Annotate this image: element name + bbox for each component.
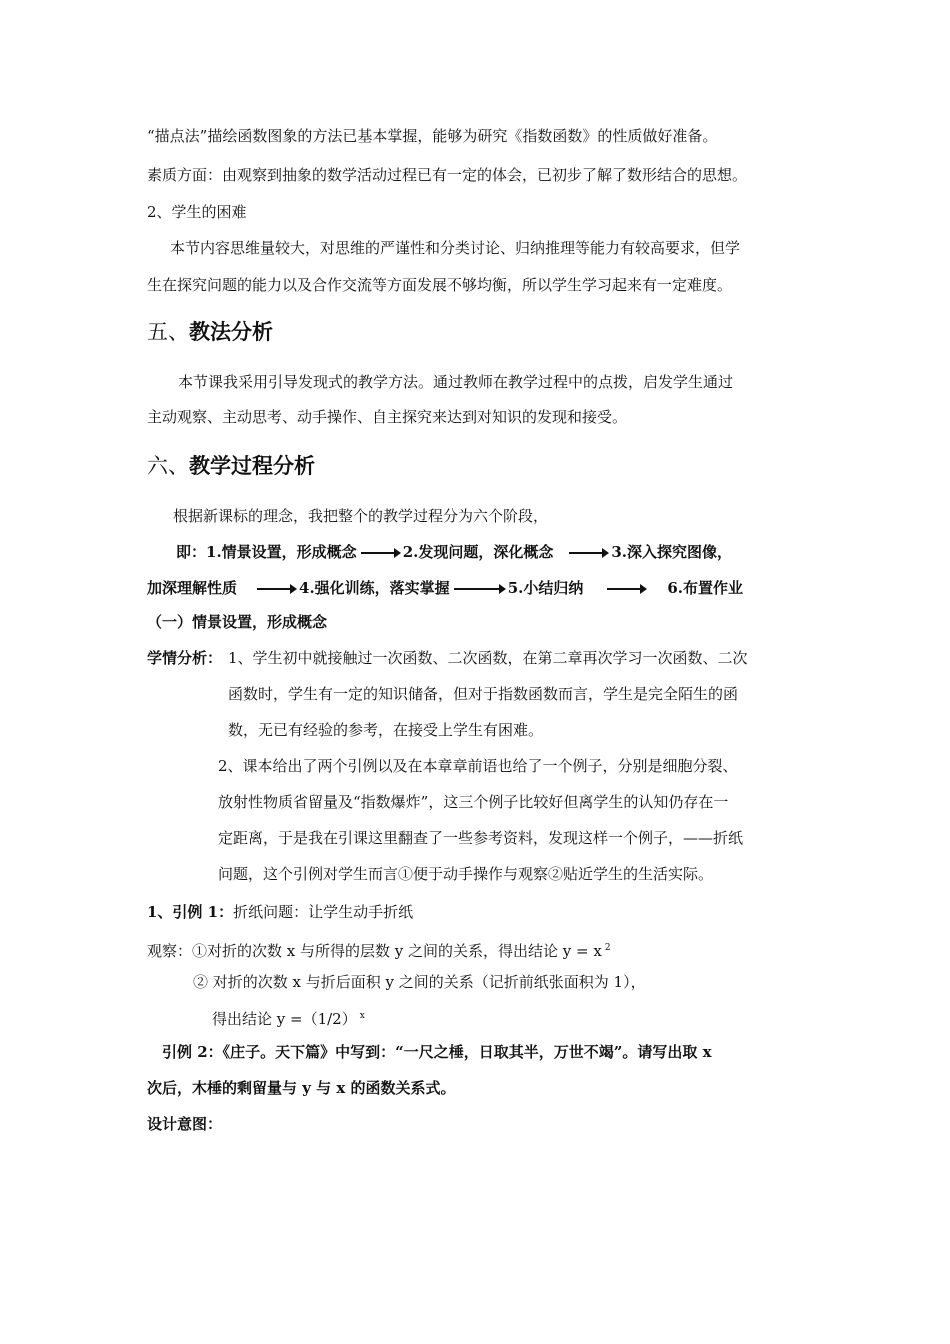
flow-prefix: 即： bbox=[176, 543, 207, 561]
paragraph-line: 问题，这个引例对学生而言①便于动手操作与观察②贴近学生的生活实际。 bbox=[218, 865, 714, 883]
observation-line bbox=[212, 1006, 365, 1029]
design-intent-label: 设计意图： bbox=[147, 1115, 223, 1133]
flow-line bbox=[176, 542, 732, 562]
paragraph-line: 生在探究问题的能力以及合作交流等方面发展不够均衡，所以学生学习起来有一定难度。 bbox=[147, 276, 733, 294]
paragraph-line: 本节课我采用引导发现式的教学方法。通过教师在教学过程中的点拨，启发学生通过 bbox=[178, 373, 734, 391]
paragraph-line: 根据新课标的理念，我把整个的教学过程分为六个阶段， bbox=[173, 507, 549, 525]
arrow-icon bbox=[361, 552, 399, 554]
section-number: 六、 bbox=[147, 454, 189, 478]
arrow-icon bbox=[607, 588, 645, 590]
paragraph-line: 数，无已有经验的参考，在接受上学生有困难。 bbox=[228, 721, 544, 739]
example-line: 次后，木棰的剩留量与 y 与 x 的函数关系式。 bbox=[147, 1079, 456, 1097]
paragraph-line: 定距离，于是我在引课这里翻查了一些参考资料，发现这样一个例子，——折纸 bbox=[218, 829, 744, 847]
paragraph-line: 素质方面：由观察到抽象的数学活动过程已有一定的体会，已初步了解了数形结合的思想。 bbox=[147, 166, 748, 184]
section-heading bbox=[147, 452, 315, 480]
example-line: 引例 2：《庄子。天下篇》中写到：“一尺之棰，日取其半，万世不竭”。请写出取 x bbox=[162, 1043, 712, 1061]
arrow-icon bbox=[454, 588, 504, 590]
paragraph-line: “描点法”描绘函数图象的方法已基本掌握，能够为研究《指数函数》的性质做好准备。 bbox=[147, 127, 718, 145]
flow-step: 加深理解性质 bbox=[147, 579, 238, 597]
paragraph-line: 函数时，学生有一定的知识储备，但对于指数函数而言，学生是完全陌生的函 bbox=[228, 685, 739, 703]
paragraph-line: 本节内容思维量较大，对思维的严谨性和分类讨论、归纳推理等能力有较高要求，但学 bbox=[170, 239, 741, 257]
flow-step: 6.布置作业 bbox=[667, 579, 744, 597]
paragraph-line: 1、学生初中就接触过一次函数、二次函数，在第二章再次学习一次函数、二次 bbox=[228, 649, 748, 667]
flow-step: 3.深入探究图像， bbox=[611, 543, 733, 561]
exponent: x bbox=[359, 1011, 365, 1021]
paragraph-line: 主动观察、主动思考、动手操作、自主探究来达到对知识的发现和接受。 bbox=[147, 408, 628, 426]
subsection-title: 2、学生的困难 bbox=[147, 203, 247, 221]
flow-step: 5.小结归纳 bbox=[507, 579, 584, 597]
flow-step: 4.强化训练，落实掌握 bbox=[299, 579, 450, 597]
exponent: 2 bbox=[604, 943, 611, 953]
example-text: 折纸问题：让学生动手折纸 bbox=[233, 903, 414, 921]
observation-text: 得出结论 y =（1/2） bbox=[212, 1010, 357, 1028]
section-number: 五、 bbox=[147, 320, 189, 344]
flow-line bbox=[147, 578, 743, 598]
paragraph-line: 2、课本给出了两个引例以及在本章章前语也给了一个例子，分别是细胞分裂、 bbox=[218, 757, 738, 775]
section-heading bbox=[147, 318, 273, 346]
part-title: （一）情景设置，形成概念 bbox=[147, 613, 328, 631]
paragraph-line: 放射性物质省留量及“指数爆炸”，这三个例子比较好但离学生的认知仍存在一 bbox=[218, 793, 729, 811]
flow-step: 2.发现问题，深化概念 bbox=[402, 543, 554, 561]
arrow-icon bbox=[569, 552, 607, 554]
section-title: 教法分析 bbox=[189, 320, 273, 344]
example-line bbox=[147, 902, 413, 922]
analysis-label: 学情分析： bbox=[147, 649, 223, 667]
observation-line: ② 对折的次数 x 与折后面积 y 之间的关系（记折前纸张面积为 1）， bbox=[193, 973, 646, 991]
arrow-icon bbox=[257, 588, 295, 590]
flow-step: 1.情景设置，形成概念 bbox=[206, 543, 357, 561]
section-title: 教学过程分析 bbox=[189, 454, 315, 478]
example-label: 1、引例 1： bbox=[147, 903, 234, 921]
observation-line bbox=[147, 938, 611, 961]
observation-text: 观察：①对折的次数 x 与所得的层数 y 之间的关系，得出结论 y = x bbox=[147, 942, 602, 960]
